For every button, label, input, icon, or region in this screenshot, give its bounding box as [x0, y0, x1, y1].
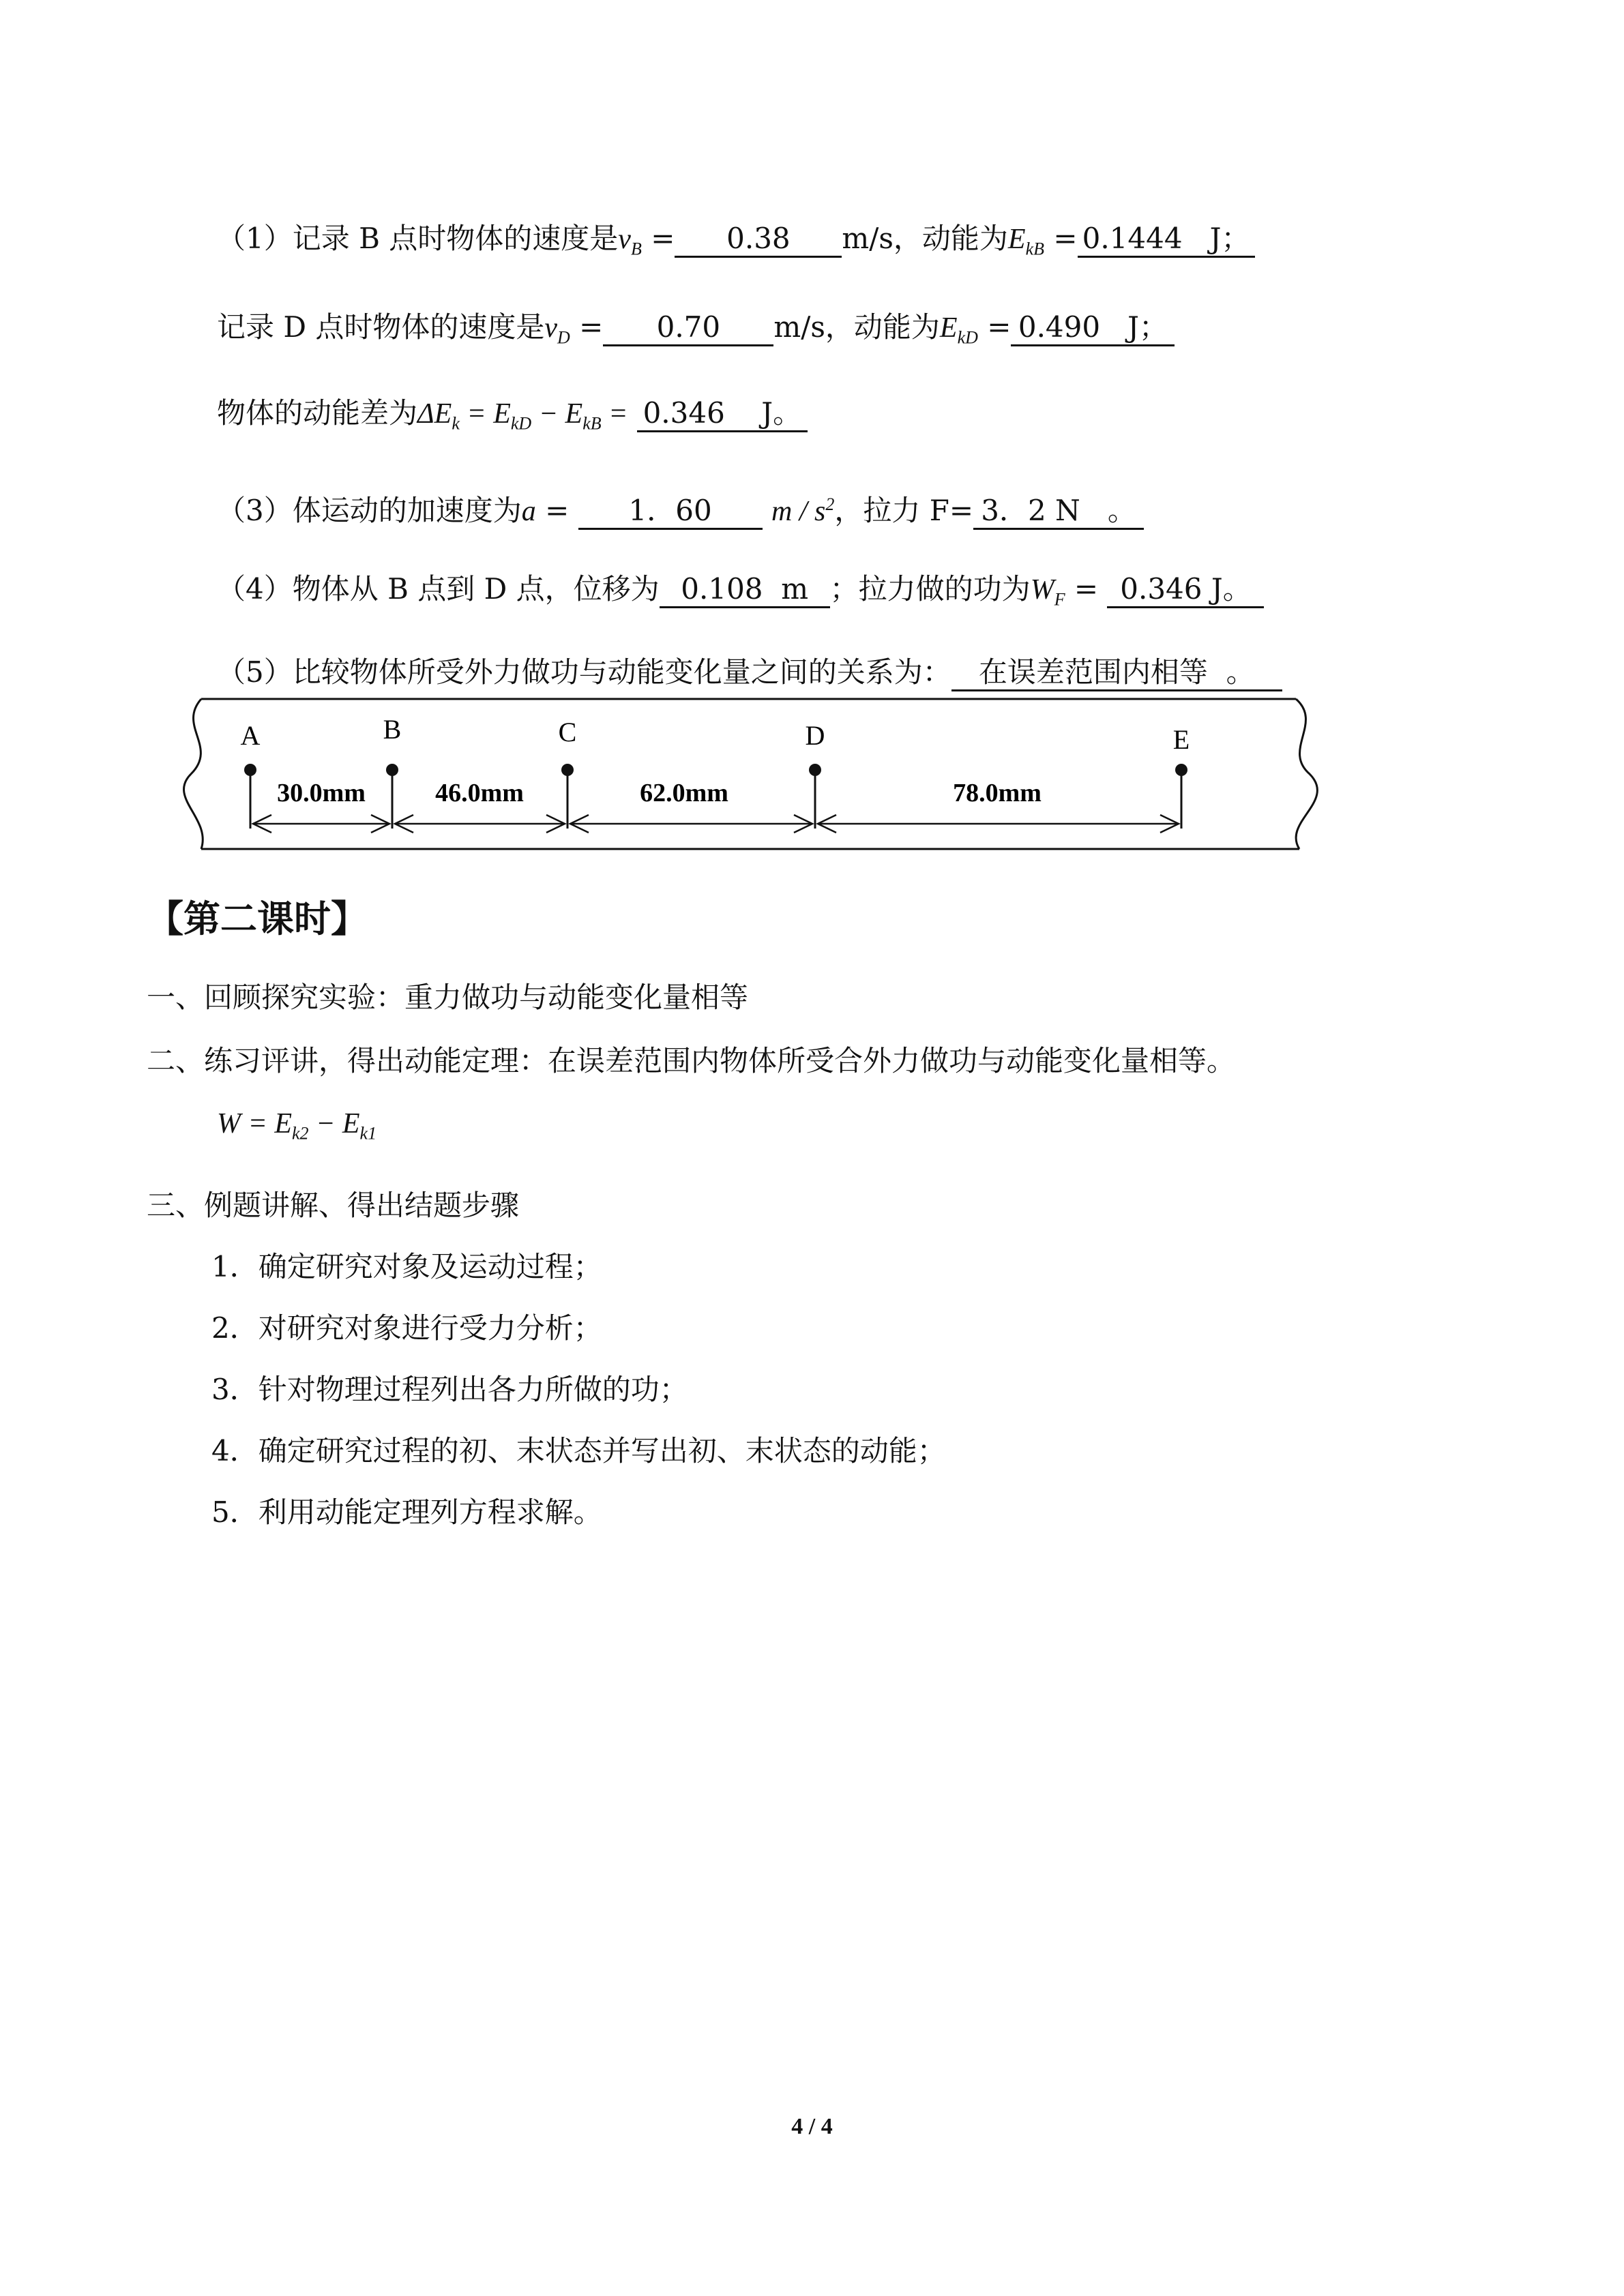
ticker-tape-diagram [164, 685, 1350, 856]
wf-symbol: $W_F$ [1030, 574, 1065, 610]
ekd-answer: 0.490 [1018, 310, 1101, 344]
ekb-answer-block [1078, 222, 1255, 258]
question-3-line: （3）体运动的加速度为a = 1．60 m / $s^2$，拉力 F= 3．2 N 。 [217, 486, 1144, 531]
vb-unit: m/s，动能为 [842, 222, 1008, 255]
question-1-line: （1）记录 B 点时物体的速度是$v_B = 0.38$ m/s，动能为$E_{kB} = 0.1444$ J； [217, 220, 1255, 268]
energy-difference-line [217, 394, 808, 443]
diff-answer: 0.346 [643, 396, 725, 430]
a-symbol: a [521, 496, 536, 527]
q4-label: （4）物体从 B 点到 D 点，位移为 [217, 572, 660, 606]
point-label-d: D [805, 720, 825, 751]
q5-label: （5）比较物体所受外力做功与动能变化量之间的关系为： [217, 655, 951, 689]
step-3: 3．针对物理过程列出各力所做的功； [211, 1373, 688, 1406]
force-answer: 3．2 N [981, 494, 1080, 527]
disp-answer: 0.108 [681, 572, 763, 606]
question-d-line: 记录 D 点时物体的速度是$v_D = 0.70$ m/s，动能为$E_{kD} = 0.490$ J； [217, 308, 1175, 357]
force-label: ，拉力 F= [834, 494, 974, 527]
page-number: 4 / 4 [791, 2114, 833, 2139]
dimension-arrow-bc [395, 815, 565, 833]
distance-cd: 62.0mm [640, 779, 728, 807]
qdiff-label: 物体的动能差为 [217, 396, 418, 430]
item-one: 一、回顾探究实验：重力做功与动能变化量相等 [147, 981, 749, 1014]
work-label: ；拉力做的功为 [829, 572, 1031, 606]
dimension-arrow-ab [253, 815, 389, 833]
dimension-arrow-cd [570, 815, 812, 833]
item-three: 三、例题讲解、得出结题步骤 [147, 1189, 520, 1222]
diff-answer-block [637, 396, 808, 432]
step-1: 1．确定研究对象及运动过程； [211, 1250, 602, 1283]
ekd-unit: J； [1127, 310, 1168, 344]
q3-label: （3）体运动的加速度为 [217, 494, 522, 527]
q3-end: 。 [1107, 494, 1136, 527]
dimension-arrow-de [818, 815, 1179, 833]
diff-unit: J。 [761, 396, 802, 430]
point-label-e: E [1172, 724, 1190, 755]
vb-symbol: $v_B$ [618, 224, 642, 259]
section-title: 【第二课时】 [147, 897, 368, 940]
a-answer: 1．60 [578, 494, 763, 530]
point-label-b: B [383, 714, 402, 745]
ekd-symbol: $E_{kD}$ [939, 312, 978, 348]
accel-unit: m / $s^2$ [771, 494, 835, 527]
step-5: 5．利用动能定理列方程求解。 [211, 1495, 602, 1529]
distance-bc: 46.0mm [435, 779, 524, 807]
question-4-line: （4）物体从 B 点到 D 点，位移为 0.108 m ；拉力做的功为$W_F = 0.346$ J。 [217, 570, 1264, 618]
step-2: 2．对研究对象进行受力分析； [211, 1311, 602, 1345]
ekb-answer: 0.1444 [1082, 222, 1183, 255]
point-label-a: A [240, 720, 261, 751]
work-answer: 0.346 J。 [1107, 572, 1264, 608]
q1-label: （1）记录 B 点时物体的速度是 [217, 222, 619, 255]
item-two: 二、练习评讲，得出动能定理：在误差范围内物体所受合外力做功与动能变化量相等。 [147, 1044, 1236, 1077]
distance-ab: 30.0mm [277, 779, 366, 807]
ekb-unit: J； [1209, 222, 1250, 255]
vd-answer: 0.70 [603, 310, 773, 346]
disp-answer-block [660, 572, 830, 608]
vd-symbol: $v_D$ [544, 312, 570, 348]
ekd-answer-block [1011, 310, 1175, 346]
q5-end: 。 [1226, 655, 1255, 689]
vd-unit: m/s，动能为 [773, 310, 940, 344]
point-label-c: C [558, 717, 577, 747]
delta-ek-formula: $\Delta E_k = E_{kD} - E_{kB}$ = [417, 398, 628, 434]
qd-label: 记录 D 点时物体的速度是 [217, 310, 545, 344]
force-answer-block [973, 494, 1144, 530]
tape-left-wavy-edge [184, 699, 203, 849]
step-4: 4．确定研究过程的初、末状态并写出初、末状态的动能； [211, 1434, 946, 1467]
distance-de: 78.0mm [953, 779, 1042, 807]
disp-unit: m [781, 572, 809, 606]
vb-answer: 0.38 [675, 222, 842, 258]
work-energy-theorem-formula: $W = E_{k2} - E_{k1}$ [217, 1108, 377, 1144]
ekb-symbol: $E_{kB}$ [1007, 224, 1044, 259]
q5-answer: 在误差范围内相等 [978, 655, 1208, 689]
tape-right-wavy-edge [1296, 699, 1317, 849]
